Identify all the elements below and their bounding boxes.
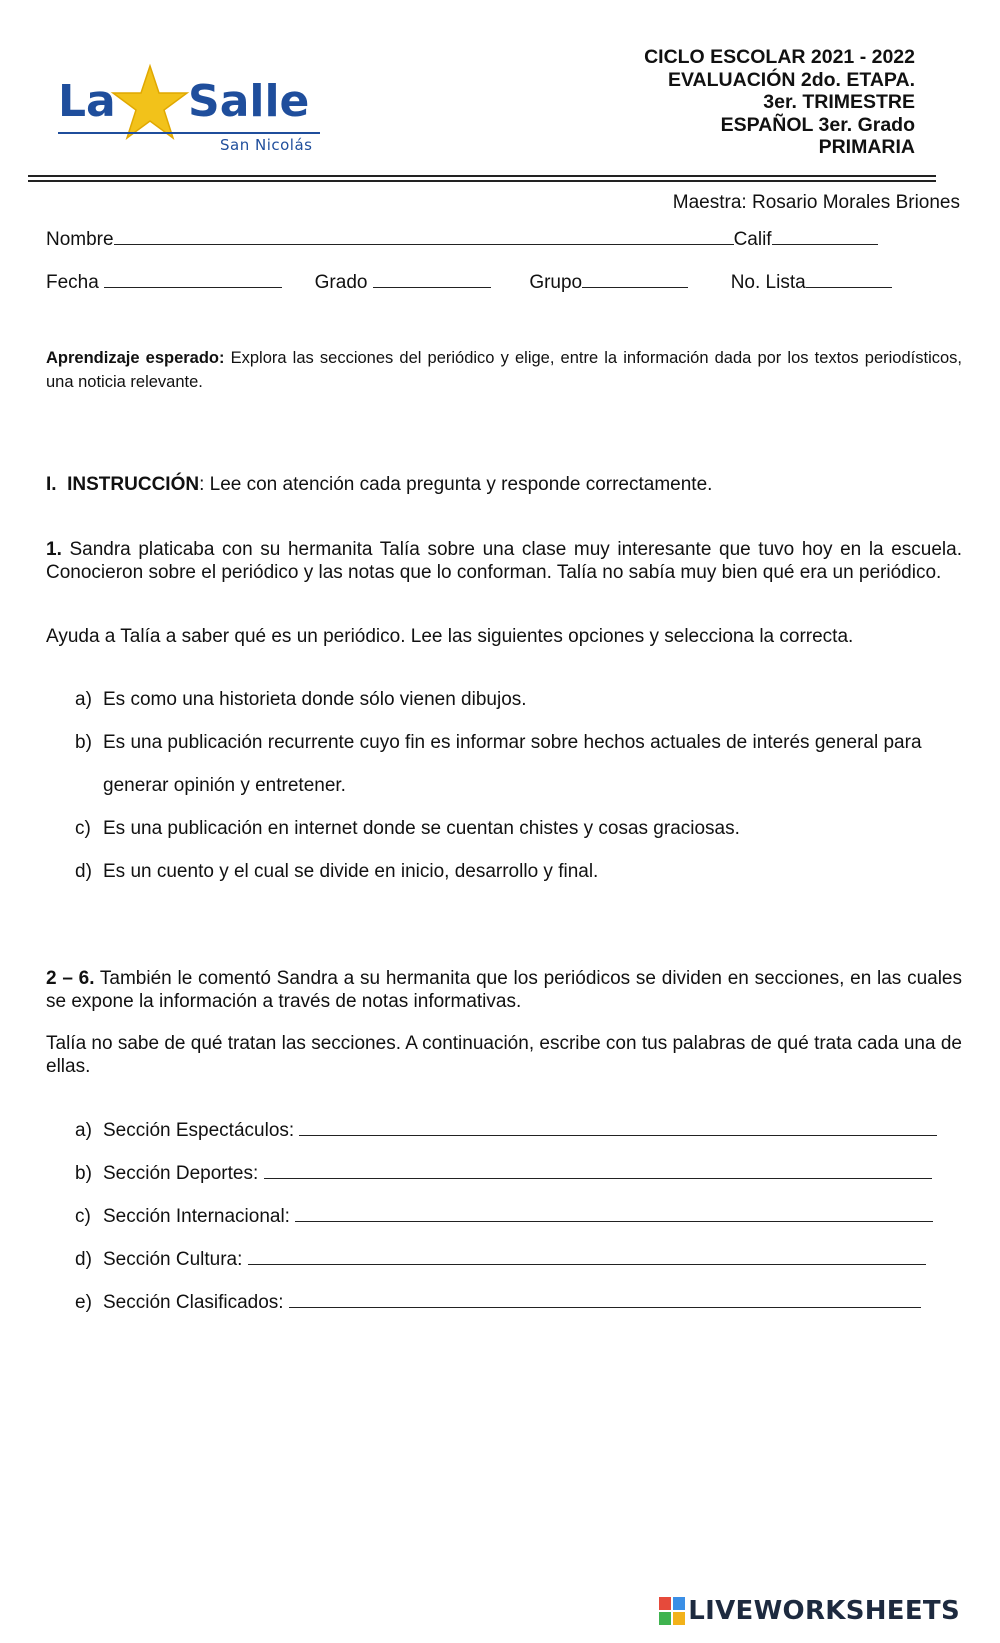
aprendizaje-text: Explora las secciones del periódico y elige, entre la información dada por los textos periodísticos, una noticia relevante. xyxy=(46,349,962,391)
section-espectaculos xyxy=(75,1118,937,1142)
section-letter: a) xyxy=(75,1120,92,1141)
grupo-field[interactable] xyxy=(582,270,688,288)
question-text: Sandra platicaba con su hermanita Talía sobre una clase muy interesante que tuvo hoy en la escuela. Conocieron sobre el periódico y las notas que lo conforman. Talía no sabía muy bien qué era un periódico. xyxy=(46,539,962,583)
deportes-answer-field[interactable] xyxy=(264,1161,932,1179)
lista-label: No. Lista xyxy=(730,272,806,293)
question-number: 1. xyxy=(46,539,62,560)
section-cultura xyxy=(75,1247,926,1271)
logo-underline xyxy=(58,132,320,134)
header-line: EVALUACIÓN 2do. ETAPA. xyxy=(667,68,915,91)
nombre-label: Nombre xyxy=(46,229,114,250)
section-deportes xyxy=(75,1161,932,1185)
aprendizaje-label: Aprendizaje esperado: xyxy=(46,349,225,367)
question-number: 2 – 6. xyxy=(46,968,95,989)
header-line: 3er. TRIMESTRE xyxy=(763,91,915,113)
section-letter: c) xyxy=(75,1206,91,1227)
fecha-field[interactable] xyxy=(104,270,282,288)
header-info xyxy=(644,46,915,159)
calif-field[interactable] xyxy=(772,227,878,245)
instruccion xyxy=(46,474,962,497)
section-label: Sección Espectáculos: xyxy=(103,1120,295,1141)
section-label: Sección Cultura: xyxy=(103,1249,243,1270)
fecha-row xyxy=(46,270,892,294)
option-letter: d) xyxy=(75,861,92,882)
option-text: Es una publicación en internet donde se cuentan chistes y cosas graciosas. xyxy=(103,818,740,839)
option-c[interactable] xyxy=(75,818,740,840)
question-1-prompt: Ayuda a Talía a saber qué es un periódico. Lee las siguientes opciones y selecciona la correcta. xyxy=(46,626,854,647)
fecha-label: Fecha xyxy=(46,272,99,293)
section-label: Sección Deportes: xyxy=(103,1163,259,1184)
section-clasificados xyxy=(75,1290,921,1314)
section-label: Sección Internacional: xyxy=(103,1206,290,1227)
aprendizaje-esperado xyxy=(46,346,962,394)
section-letter: b) xyxy=(75,1163,92,1184)
logo-text-salle: Salle xyxy=(188,76,310,127)
question-1 xyxy=(46,539,962,584)
logo-text-la: La xyxy=(58,76,116,127)
option-a[interactable] xyxy=(75,689,527,711)
school-logo xyxy=(58,62,333,157)
instruccion-text: : Lee con atención cada pregunta y responde correctamente. xyxy=(199,474,713,495)
teacher-name: Maestra: Rosario Morales Briones xyxy=(672,192,960,213)
internacional-answer-field[interactable] xyxy=(295,1204,933,1222)
option-text: Es un cuento y el cual se divide en inicio, desarrollo y final. xyxy=(103,861,599,882)
grado-label: Grado xyxy=(314,272,368,293)
header-line: ESPAÑOL 3er. Grado xyxy=(720,113,915,136)
star-icon xyxy=(110,62,190,142)
section-label: Sección Clasificados: xyxy=(103,1292,284,1313)
option-letter: b) xyxy=(75,732,92,753)
header-line: PRIMARIA xyxy=(818,136,915,158)
divider xyxy=(28,175,936,177)
instruccion-number: I. xyxy=(46,474,57,495)
option-letter: a) xyxy=(75,689,92,710)
option-text: Es una publicación recurrente cuyo fin es informar sobre hechos actuales de interés general para xyxy=(103,732,922,753)
instruccion-label: INSTRUCCIÓN xyxy=(67,474,200,495)
logo-subtitle: San Nicolás xyxy=(220,136,313,154)
nombre-field[interactable] xyxy=(114,227,734,245)
section-letter: e) xyxy=(75,1292,92,1313)
lista-field[interactable] xyxy=(806,270,892,288)
name-row xyxy=(46,227,878,251)
option-b[interactable] xyxy=(75,732,922,754)
section-letter: d) xyxy=(75,1249,92,1270)
calif-label: Calif xyxy=(733,229,772,250)
divider xyxy=(28,180,936,182)
espectaculos-answer-field[interactable] xyxy=(299,1118,937,1136)
option-text: Es como una historieta donde sólo vienen dibujos. xyxy=(103,689,527,710)
grado-field[interactable] xyxy=(373,270,491,288)
liveworksheets-brand: LIVEWORKSHEETS xyxy=(688,1596,960,1626)
option-d[interactable] xyxy=(75,861,598,883)
option-letter: c) xyxy=(75,818,91,839)
cultura-answer-field[interactable] xyxy=(248,1247,926,1265)
liveworksheets-logo xyxy=(659,1596,960,1626)
liveworksheets-icon xyxy=(659,1597,685,1625)
header-line: CICLO ESCOLAR 2021 - 2022 xyxy=(644,46,915,68)
section-internacional xyxy=(75,1204,933,1228)
option-b-continued: generar opinión y entretener. xyxy=(103,775,346,796)
clasificados-answer-field[interactable] xyxy=(289,1290,921,1308)
question-2-6-prompt: Talía no sabe de qué tratan las secciones. A continuación, escribe con tus palabras de qué trata cada una de ellas. xyxy=(46,1033,962,1077)
grupo-label: Grupo xyxy=(529,272,583,293)
question-text: También le comentó Sandra a su hermanita que los periódicos se dividen en secciones, en las cuales se expone la información a través de notas informativas. xyxy=(46,968,962,1012)
question-2-6 xyxy=(46,968,962,1013)
